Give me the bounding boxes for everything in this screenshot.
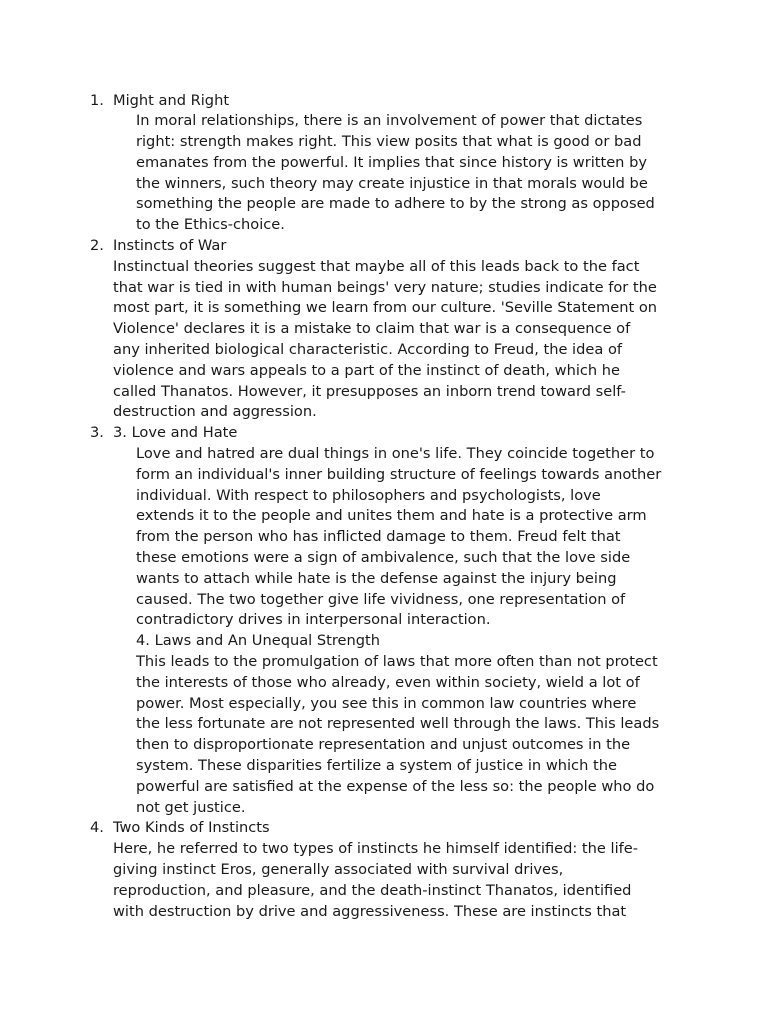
section-heading: 3. Love and Hate xyxy=(113,424,238,442)
section-paragraph: Here, he referred to two types of instincts he himself identified: the life- giving instinct Eros, generally associated with survival drives, reproduction, and pleasure, and the death-instinct Thanatos, identified with destruction by drive and aggressiveness. These are instincts that xyxy=(113,840,639,920)
section-heading: Instincts of War xyxy=(113,237,227,255)
document-body xyxy=(0,91,768,923)
section-heading: Might and Right xyxy=(113,91,230,109)
section-paragraph: Love and hatred are dual things in one's life. They coincide together to form an individual's inner building structure of feelings towards another individual. With respect to philosophers and psychologists, love extends it to the people and unites them and hate is a protective arm from the person who has inflicted damage to them. Freud felt that these emotions were a sign of ambivalence, such that the love side wants to attach while hate is the defense against the injury being caused. The two together give life vividness, one representation of contradictory drives in interpersonal interaction. xyxy=(136,445,662,629)
list-item xyxy=(0,236,768,423)
subsection-heading: 4. Laws and An Unequal Strength xyxy=(136,632,380,650)
list-item xyxy=(0,91,768,237)
list-number: 4. xyxy=(90,819,104,837)
list-number: 1. xyxy=(90,91,104,109)
list-number: 2. xyxy=(90,237,104,255)
section-paragraph: In moral relationships, there is an involvement of power that dictates right: strength makes right. This view posits that what is good or bad emanates from the powerful. It implies that since history is written by the winners, such theory may create injustice in that morals would be something the people are made to adhere to by the strong as opposed to the Ethics-choice. xyxy=(136,112,655,234)
list-item xyxy=(0,423,768,818)
list-number: 3. xyxy=(90,424,104,442)
section-paragraph: This leads to the promulgation of laws that more often than not protect the interests of those who already, even within society, wield a lot of power. Most especially, you see this in common law countries where the less fortunate are not represented well through the laws. This leads then to disproportionate representation and unjust outcomes in the system. These disparities fertilize a system of justice in which the powerful are satisfied at the expense of the less so: the people who do not get justice. xyxy=(136,653,660,816)
list-item xyxy=(0,818,768,922)
section-paragraph: Instinctual theories suggest that maybe all of this leads back to the fact that war is tied in with human beings' very nature; studies indicate for the most part, it is something we learn from our culture. 'Seville Statement on Violence' declares it is a mistake to claim that war is a consequence of any inherited biological characteristic. According to Freud, the idea of violence and wars appeals to a part of the instinct of death, which he called Thanatos. However, it presupposes an inborn trend toward self- destruction and aggression. xyxy=(113,257,658,421)
section-heading: Two Kinds of Instincts xyxy=(113,819,270,837)
